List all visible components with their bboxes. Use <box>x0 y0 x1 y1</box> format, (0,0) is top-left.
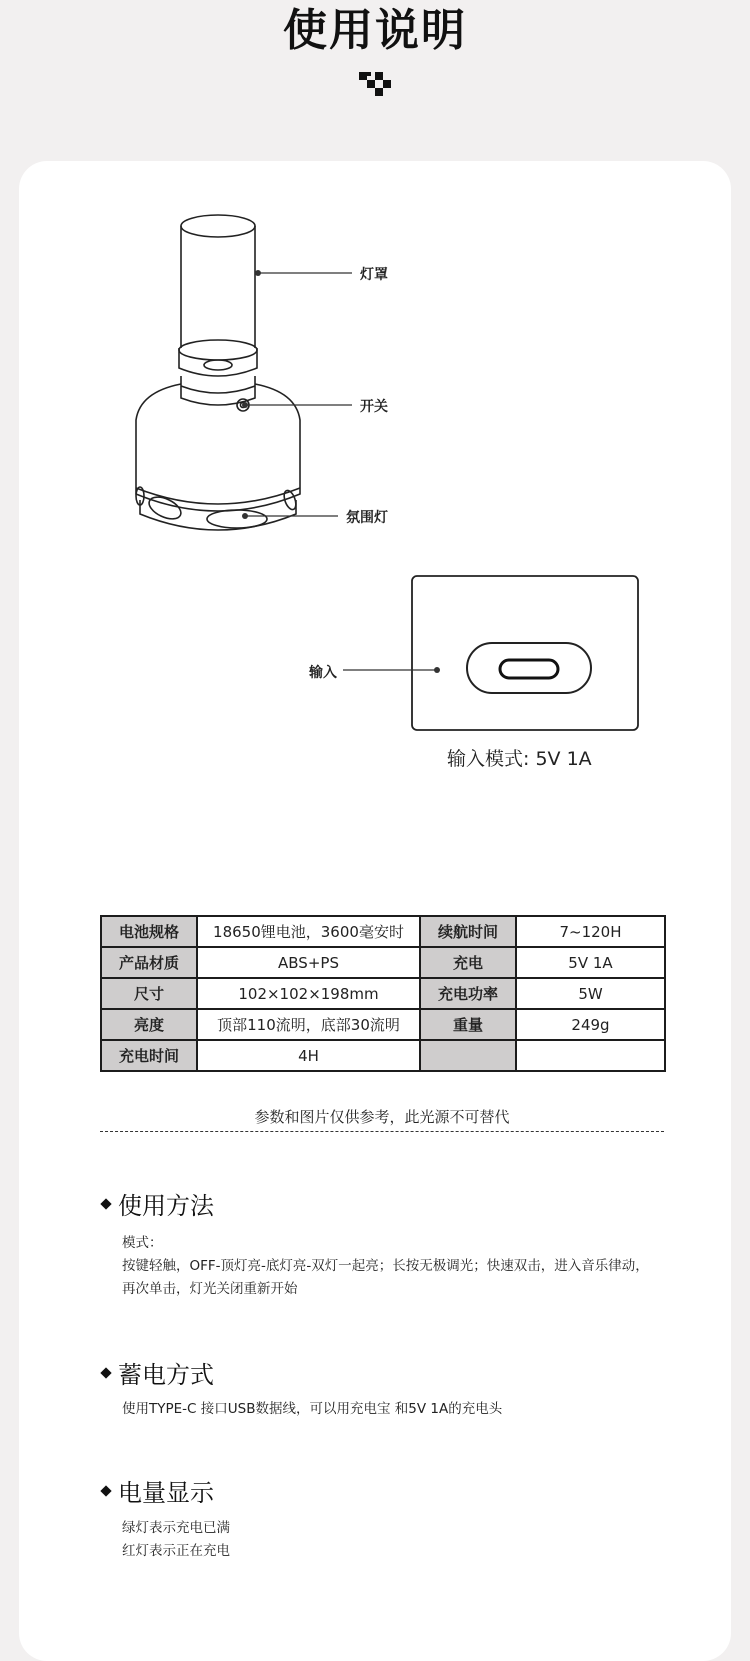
battery-heading-text: 电量显示 <box>118 1479 214 1507</box>
callout-input: 输入 <box>309 665 337 681</box>
spec-value: 5W <box>516 978 665 1009</box>
dashed-divider <box>100 1131 664 1132</box>
usage-heading <box>100 1186 214 1221</box>
charging-body <box>122 1398 502 1421</box>
spec-key: 充电时间 <box>101 1040 197 1071</box>
lantern-diagram <box>120 200 440 550</box>
spec-value: 4H <box>197 1040 420 1071</box>
input-mode-caption: 输入模式: 5V 1A <box>447 748 592 770</box>
spec-key: 尺寸 <box>101 978 197 1009</box>
spec-value <box>516 1040 665 1071</box>
spec-key: 重量 <box>420 1009 516 1040</box>
table-row <box>101 947 665 978</box>
callout-shade: 灯罩 <box>360 267 388 283</box>
spec-value: 顶部110流明，底部30流明 <box>197 1009 420 1040</box>
battery-heading <box>100 1473 214 1508</box>
table-row <box>101 978 665 1009</box>
spec-value: 102×102×198mm <box>197 978 420 1009</box>
disclaimer-note: 参数和图片仅供参考，此光源不可替代 <box>254 1108 510 1126</box>
table-row <box>101 916 665 947</box>
usage-heading-text: 使用方法 <box>118 1192 214 1220</box>
spec-key: 充电功率 <box>420 978 516 1009</box>
diamond-bullet-icon <box>100 1485 111 1496</box>
spec-value: 5V 1A <box>516 947 665 978</box>
spec-key: 充电 <box>420 947 516 978</box>
charging-heading <box>100 1355 214 1390</box>
page-title: 使用说明 <box>283 5 467 56</box>
spec-key: 续航时间 <box>420 916 516 947</box>
spec-key: 电池规格 <box>101 916 197 947</box>
table-row <box>101 1040 665 1071</box>
battery-body <box>122 1517 230 1563</box>
battery-line: 红灯表示正在充电 <box>122 1543 230 1559</box>
spec-key: 亮度 <box>101 1009 197 1040</box>
checker-ornament-icon <box>359 72 391 96</box>
spec-key: 产品材质 <box>101 947 197 978</box>
usage-line: 模式： <box>122 1235 163 1251</box>
spec-value: 7~120H <box>516 916 665 947</box>
callout-ambient-light: 氛围灯 <box>346 510 388 526</box>
usage-line: 按键轻触，OFF-顶灯亮-底灯亮-双灯一起亮；长按无极调光；快速双击，进入音乐律动， <box>122 1258 649 1274</box>
spec-table <box>100 915 666 1072</box>
spec-key <box>420 1040 516 1071</box>
spec-value: 18650锂电池，3600毫安时 <box>197 916 420 947</box>
charging-line: 使用TYPE-C 接口USB数据线，可以用充电宝 和5V 1A的充电头 <box>122 1401 503 1417</box>
spec-value: ABS+PS <box>197 947 420 978</box>
usage-line: 再次单击，灯光关闭重新开始 <box>122 1281 298 1297</box>
battery-line: 绿灯表示充电已满 <box>122 1520 230 1536</box>
callout-switch: 开关 <box>360 399 388 415</box>
charging-heading-text: 蓄电方式 <box>118 1361 214 1389</box>
diamond-bullet-icon <box>100 1367 111 1378</box>
diamond-bullet-icon <box>100 1198 111 1209</box>
usage-body <box>122 1232 649 1301</box>
spec-value: 249g <box>516 1009 665 1040</box>
table-row <box>101 1009 665 1040</box>
usb-c-port-diagram <box>330 574 642 734</box>
